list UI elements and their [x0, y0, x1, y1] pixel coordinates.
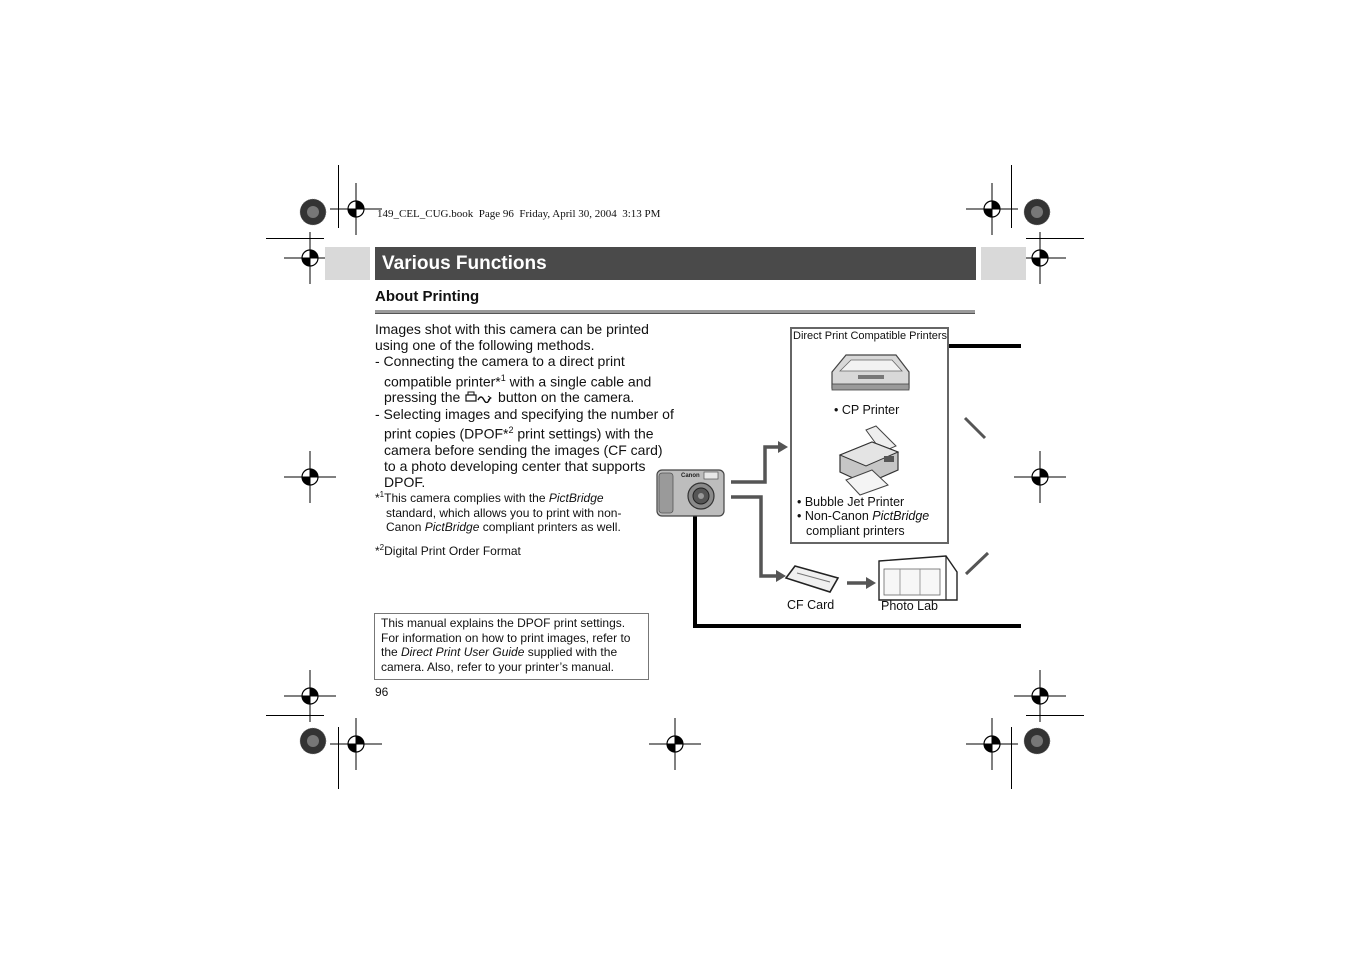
registration-mark-icon [330, 718, 382, 770]
compliant-printers-label: compliant printers [806, 524, 905, 538]
color-burst-icon [1024, 199, 1050, 225]
photo-lab-label: Photo Lab [881, 599, 938, 613]
diagonal-mark [965, 418, 985, 438]
method-direct-print: - Connecting the camera to a direct print compatible printer*$^1$ with a single cable and pressing the button on the camera. [375, 353, 652, 406]
diagonal-mark [966, 553, 988, 574]
registration-mark-icon [966, 183, 1018, 235]
registration-mark-icon [284, 670, 336, 722]
registration-mark-icon [330, 183, 382, 235]
page-tab-left [325, 247, 370, 280]
color-burst-icon [1024, 728, 1050, 754]
non-canon-printer-label: • Non-Canon PictBridge [797, 509, 930, 523]
footnote-1: *$^1$This camera complies with the PictBridge standard, which allows you to print with non-Canon PictBridge compliant printers as well. [375, 490, 622, 535]
registration-mark-icon [966, 718, 1018, 770]
cf-card-label: CF Card [787, 598, 835, 612]
page-tab-right [981, 247, 1026, 280]
arrow-to-cf-card [731, 497, 776, 576]
page-number: 96 [375, 685, 389, 699]
book-header: 149_CEL_CUG.book Page 96 Friday, April 30, 2004 3:13 PM [377, 208, 661, 220]
section-divider [375, 310, 975, 314]
arrow-to-printers [731, 447, 778, 482]
color-burst-icon [300, 728, 326, 754]
registration-mark-icon [649, 718, 701, 770]
method-dpof: - Selecting images and specifying the number of print copies (DPOF*$^2$ print settings) with the camera before sending the images (CF card) to a photo developing center that supports DPOF. [375, 405, 674, 491]
footnotes [375, 488, 650, 564]
photo-lab-icon [879, 556, 957, 600]
intro-text [375, 321, 675, 490]
printers-box-title: Direct Print Compatible Printers [793, 330, 948, 342]
color-burst-icon [300, 199, 326, 225]
camera-brand-label: Canon [681, 473, 700, 479]
registration-mark-icon [1014, 670, 1066, 722]
footnote-2: *$^2$Digital Print Order Format [375, 542, 521, 558]
intro-line: Images shot with this camera can be printed using one of the following methods. [375, 321, 649, 354]
bubble-jet-printer-label: • Bubble Jet Printer [797, 495, 905, 509]
cf-card-icon [786, 566, 838, 592]
chapter-title: Various Functions [375, 247, 976, 280]
cp-printer-label: • CP Printer [834, 403, 900, 417]
print-share-button-icon [464, 391, 494, 403]
info-box: This manual explains the DPOF print settings. For information on how to print images, refer to the Direct Print User Guide supplied with the camera. Also, refer to your printer’s manual. [374, 613, 649, 680]
section-title: About Printing [375, 288, 480, 305]
registration-mark-icon [284, 451, 336, 503]
